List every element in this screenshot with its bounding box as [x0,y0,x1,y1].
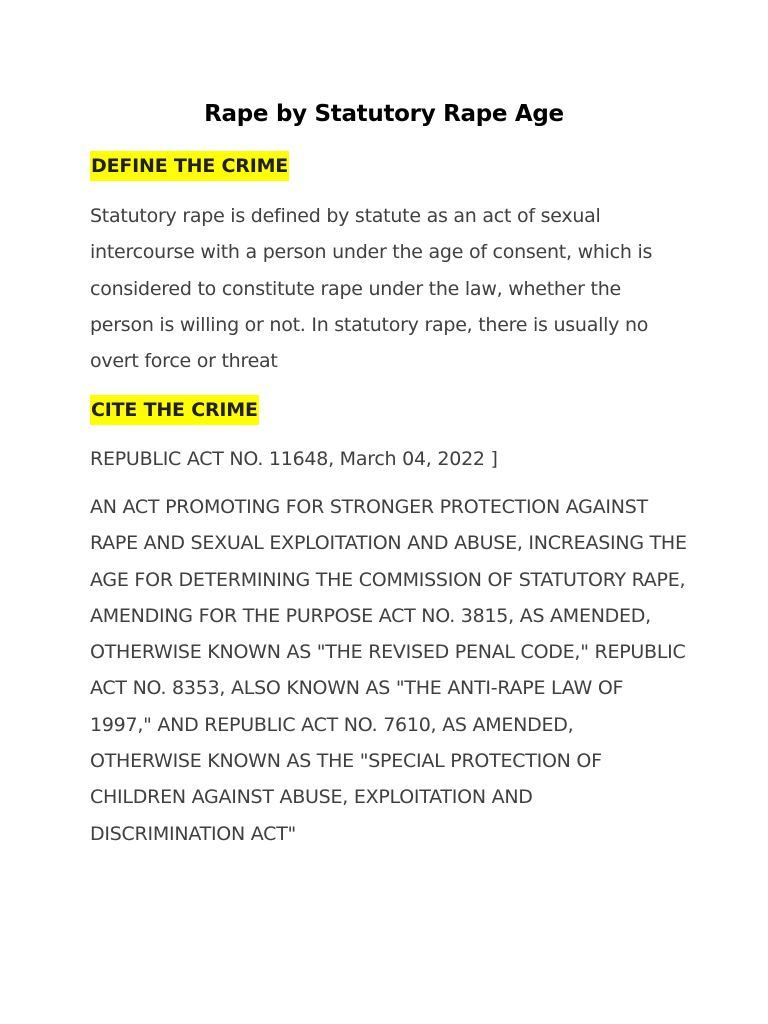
definition-paragraph: Statutory rape is defined by statute as an act of sexual intercourse with a person under the age of consent, which is considered to constitute rape under the law, whether the person is willing or not. In statutory rape, there is usually no overt force or threat [90,205,653,373]
citation-line: REPUBLIC ACT NO. 11648, March 04, 2022 ] [90,448,498,470]
section-heading-define: DEFINE THE CRIME [90,151,289,181]
page-title: Rape by Statutory Rape Age [204,101,564,127]
act-title-paragraph: AN ACT PROMOTING FOR STRONGER PROTECTION AGAINST RAPE AND SEXUAL EXPLOITATION AND ABUSE, INCREASING THE AGE FOR DETERMINING THE COMMISSION OF STATUTORY RAPE, AMENDING FOR THE PURPOSE ACT NO. 3815, AS AMENDED, OTHERWISE KNOWN AS "THE REVISED PENAL CODE," REPUBLIC ACT NO. 8353, ALSO KNOWN AS "THE ANTI-RAPE LAW OF 1997," AND REPUBLIC ACT NO. 7610, AS AMENDED, OTHERWISE KNOWN AS THE "SPECIAL PROTECTION OF CHILDREN AGAINST ABUSE, EXPLOITATION AND DISCRIMINATION ACT" [90,496,687,845]
section-heading-cite: CITE THE CRIME [90,395,259,425]
